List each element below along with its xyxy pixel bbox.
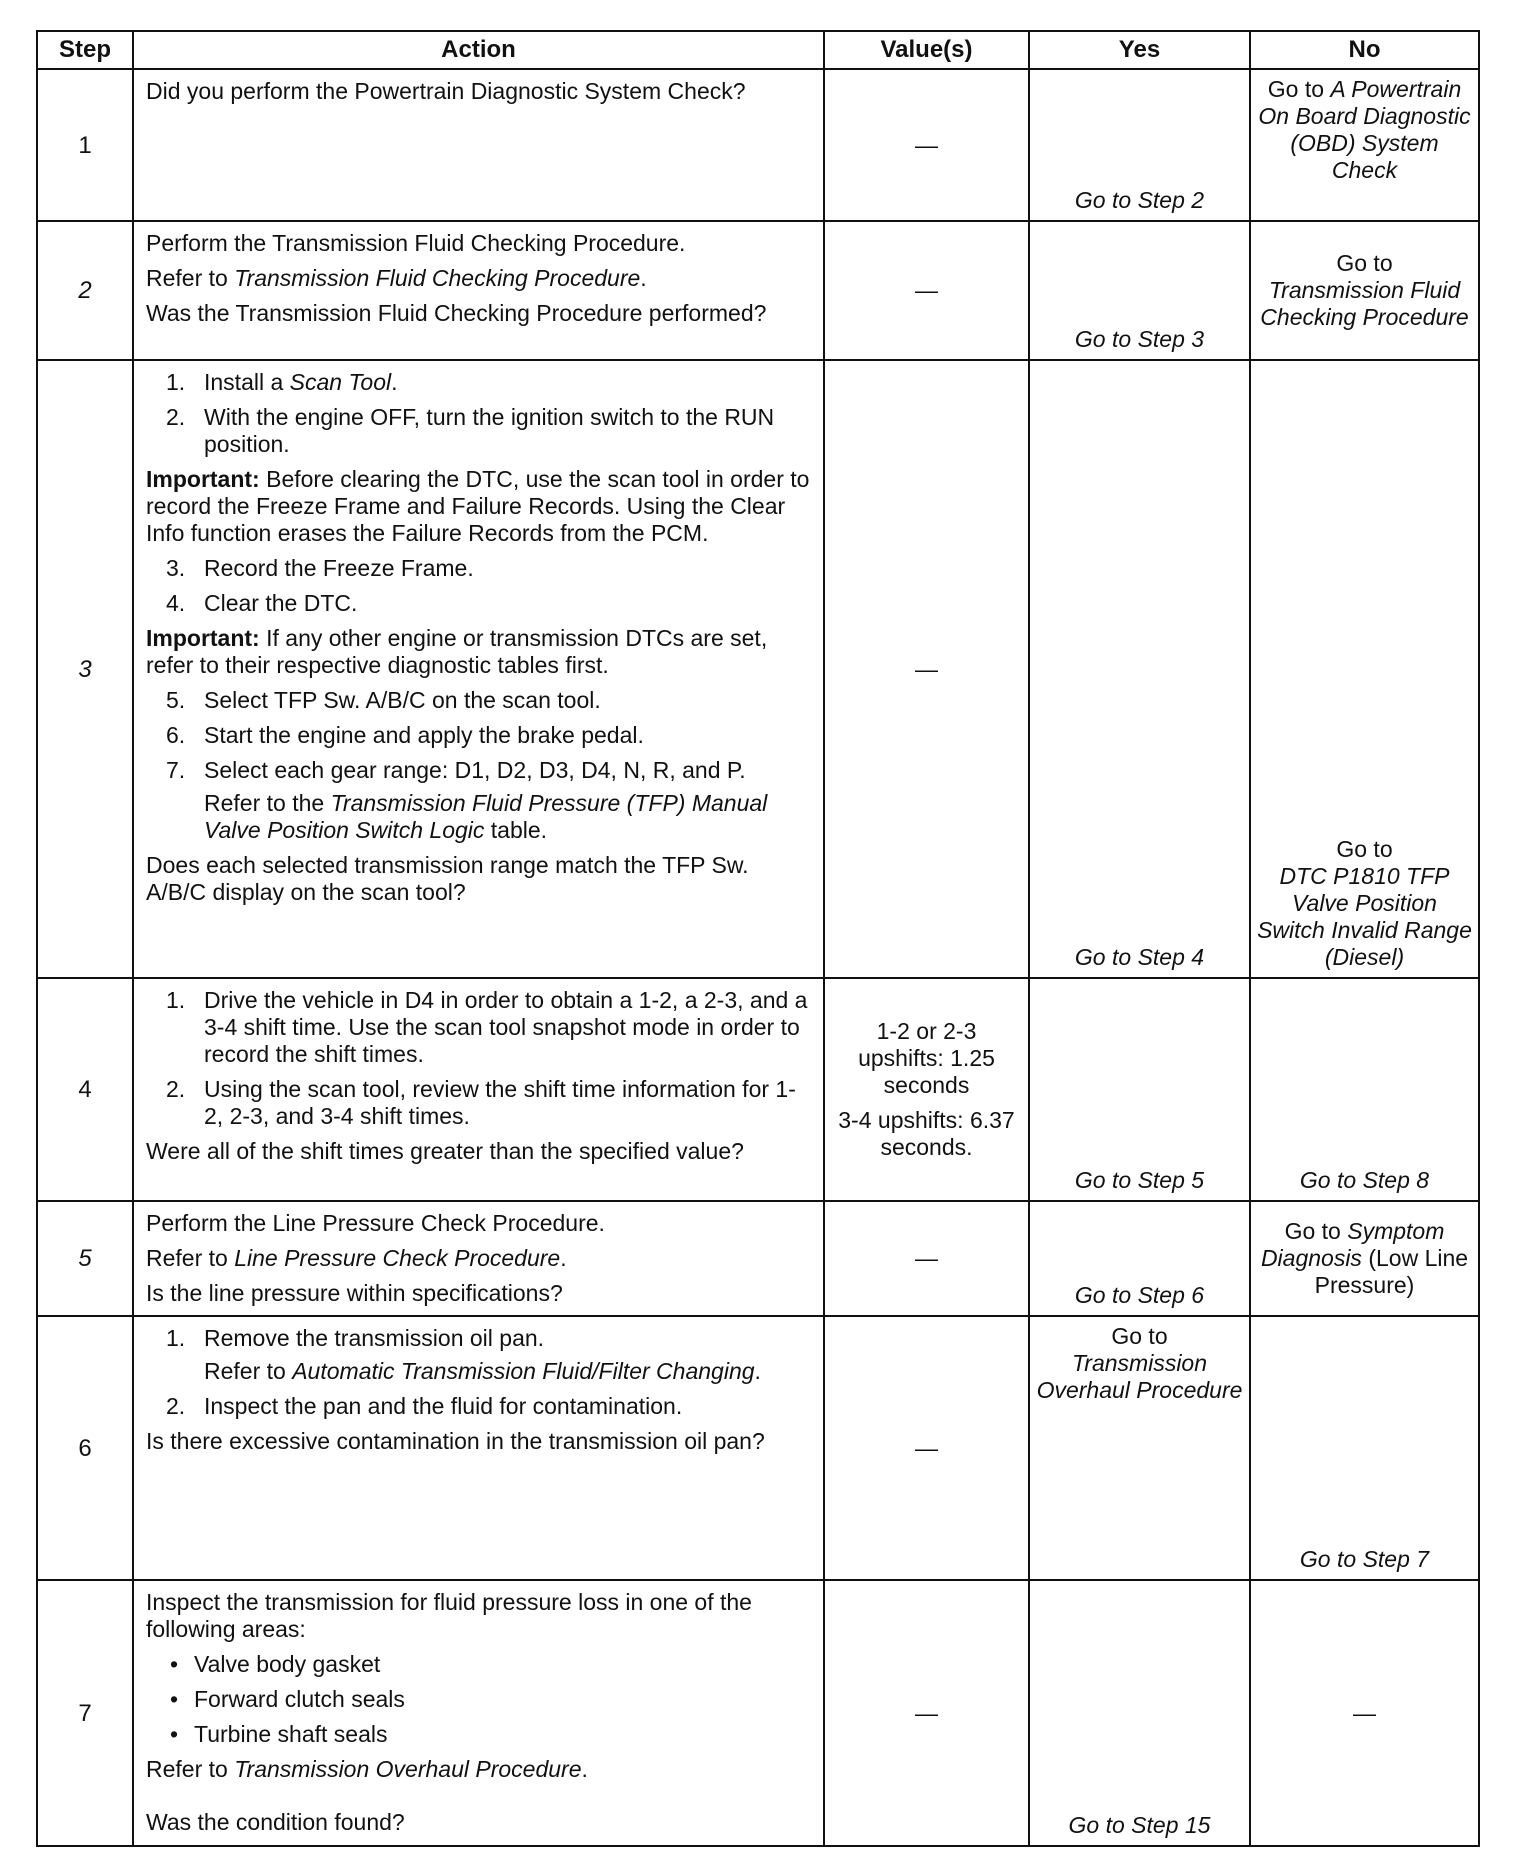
list-item: • Forward clutch seals xyxy=(146,1686,811,1713)
procedure-list xyxy=(146,369,811,458)
step-number: 4 xyxy=(37,978,133,1201)
no-link[interactable]: Transmission Fluid Checking Procedure xyxy=(1260,277,1469,330)
reference-link[interactable]: Automatic Transmission Fluid/Filter Changing xyxy=(292,1358,755,1384)
item-text: Clear the DTC. xyxy=(204,590,358,616)
procedure-list xyxy=(146,1325,811,1420)
list-item: 2. Inspect the pan and the fluid for contamination. xyxy=(166,1393,683,1419)
yes-prefix: Go to xyxy=(1111,1323,1168,1349)
no-link[interactable]: Go to Step 8 xyxy=(1299,1167,1430,1193)
yes-cell xyxy=(1029,69,1250,221)
table-row xyxy=(37,69,1479,221)
diagnostic-table-page xyxy=(36,30,1478,1847)
list-item: 1. Drive the vehicle in D4 in order to obtain a 1-2, a 2-3, and a 3-4 shift time. Use the scan tool snapshot mode in order to record the shift times. xyxy=(166,987,808,1067)
no-prefix: Go to xyxy=(1267,76,1331,102)
procedure-list xyxy=(146,555,811,617)
step-number: 5 xyxy=(37,1201,133,1316)
item-text: Install a xyxy=(204,369,290,395)
bullet-list xyxy=(146,1651,811,1748)
item-reference xyxy=(204,790,811,844)
item-text: Select TFP Sw. A/B/C on the scan tool. xyxy=(204,687,601,713)
item-text: With the engine OFF, turn the ignition switch to the RUN position. xyxy=(204,404,775,457)
reference-link[interactable]: Transmission Fluid Pressure (TFP) Manual Valve Position Switch Logic xyxy=(204,790,768,843)
action-cell xyxy=(133,221,824,360)
important-note xyxy=(146,466,811,547)
reference-suffix: table. xyxy=(484,817,548,843)
yes-link[interactable]: Go to Step 5 xyxy=(1074,1167,1205,1193)
yes-cell xyxy=(1029,1201,1250,1316)
action-question: Was the condition found? xyxy=(146,1809,405,1835)
header-values: Value(s) xyxy=(824,31,1029,69)
header-action: Action xyxy=(133,31,824,69)
header-yes: Yes xyxy=(1029,31,1250,69)
step-number: 1 xyxy=(37,69,133,221)
table-row xyxy=(37,360,1479,978)
important-text: If any other engine or transmission DTCs are set, refer to their respective diagnostic tables first. xyxy=(146,625,768,678)
list-item: 1. Remove the transmission oil pan. Refer to Automatic Transmission Fluid/Filter Changing. xyxy=(146,1325,811,1385)
item-text: Record the Freeze Frame. xyxy=(204,555,474,581)
list-item: 2. Using the scan tool, review the shift time information for 1-2, 2-3, and 3-4 shift times. xyxy=(166,1076,796,1129)
action-question: Is the line pressure within specifications? xyxy=(146,1280,563,1306)
no-link[interactable]: Go to Step 7 xyxy=(1299,1546,1430,1572)
important-note xyxy=(146,625,811,679)
important-label: Important: xyxy=(146,625,260,651)
reference-link[interactable]: Line Pressure Check Procedure xyxy=(234,1245,561,1271)
value-cell: — xyxy=(824,1316,1029,1580)
value-cell: — xyxy=(824,69,1029,221)
list-item: 3. Record the Freeze Frame. xyxy=(166,555,474,581)
table-row xyxy=(37,1316,1479,1580)
reference-link[interactable]: Transmission Fluid Checking Procedure xyxy=(234,265,641,291)
action-cell xyxy=(133,1580,824,1846)
spec-value: 3-4 upshifts: 6.37 seconds. xyxy=(838,1107,1015,1160)
reference-suffix: . xyxy=(581,1756,588,1782)
spacer xyxy=(146,1791,811,1809)
header-row xyxy=(37,31,1479,69)
spec-value: 1-2 or 2-3 upshifts: 1.25 seconds xyxy=(858,1018,995,1098)
no-cell: — xyxy=(1250,1580,1479,1846)
reference-prefix: Refer to xyxy=(146,1756,235,1782)
header-step: Step xyxy=(37,31,133,69)
reference-suffix: . xyxy=(640,265,647,291)
table-row xyxy=(37,1201,1479,1316)
no-prefix: Go to xyxy=(1336,836,1393,862)
no-cell xyxy=(1250,1201,1479,1316)
no-link[interactable]: Symptom Diagnosis xyxy=(1260,1218,1445,1271)
item-reference xyxy=(204,1358,811,1385)
reference-prefix: Refer to xyxy=(146,265,235,291)
no-cell xyxy=(1250,69,1479,221)
yes-link[interactable]: Go to Step 2 xyxy=(1074,187,1205,213)
action-cell xyxy=(133,1316,824,1580)
yes-link[interactable]: Go to Step 4 xyxy=(1074,944,1205,970)
value-cell: — xyxy=(824,1580,1029,1846)
list-item: 6. Start the engine and apply the brake pedal. xyxy=(166,722,644,748)
yes-link[interactable]: Transmission Overhaul Procedure xyxy=(1036,1350,1243,1403)
step-number: 2 xyxy=(37,221,133,360)
list-item: • Turbine shaft seals xyxy=(146,1721,811,1748)
value-cell: — xyxy=(824,1201,1029,1316)
action-question: Does each selected transmission range match the TFP Sw. A/B/C display on the scan tool? xyxy=(146,852,749,905)
action-question: Did you perform the Powertrain Diagnostic System Check? xyxy=(146,78,746,104)
important-label: Important: xyxy=(146,466,260,492)
no-prefix: Go to xyxy=(1284,1218,1348,1244)
list-item: 5. Select TFP Sw. A/B/C on the scan tool. xyxy=(166,687,601,713)
yes-cell xyxy=(1029,360,1250,978)
reference-prefix: Refer to xyxy=(146,1245,235,1271)
action-cell xyxy=(133,69,824,221)
yes-cell xyxy=(1029,1316,1250,1580)
value-cell: — xyxy=(824,221,1029,360)
no-suffix: (Low Line Pressure) xyxy=(1314,1245,1469,1298)
action-cell xyxy=(133,1201,824,1316)
action-cell xyxy=(133,360,824,978)
table-row xyxy=(37,221,1479,360)
action-question: Were all of the shift times greater than the specified value? xyxy=(146,1138,744,1164)
action-text: Perform the Transmission Fluid Checking Procedure. xyxy=(146,230,686,256)
list-item: • Valve body gasket xyxy=(146,1651,811,1678)
item-text: Remove the transmission oil pan. xyxy=(204,1325,545,1351)
no-cell xyxy=(1250,1316,1479,1580)
value-cell xyxy=(824,978,1029,1201)
procedure-list xyxy=(146,687,811,844)
action-reference xyxy=(146,265,811,292)
step-number: 7 xyxy=(37,1580,133,1846)
step-number: 6 xyxy=(37,1316,133,1580)
item-text: Select each gear range: D1, D2, D3, D4, N, R, and P. xyxy=(204,757,746,783)
reference-link[interactable]: Transmission Overhaul Procedure xyxy=(234,1756,582,1782)
action-question: Was the Transmission Fluid Checking Procedure performed? xyxy=(146,300,767,326)
yes-cell xyxy=(1029,1580,1250,1846)
item-link[interactable]: Scan Tool xyxy=(289,369,392,395)
no-cell xyxy=(1250,360,1479,978)
yes-cell xyxy=(1029,221,1250,360)
reference-suffix: . xyxy=(560,1245,567,1271)
item-text: Drive the vehicle in D4 in order to obtain a 1-2, a 2-3, and a 3-4 shift time. Use the scan tool snapshot mode in order to record the shift times. xyxy=(204,987,808,1067)
reference-prefix: Refer to xyxy=(204,1358,293,1384)
yes-link[interactable]: Go to Step 3 xyxy=(1074,326,1205,352)
yes-link[interactable]: Go to Step 15 xyxy=(1068,1812,1211,1838)
reference-prefix: Refer to the xyxy=(204,790,331,816)
no-cell xyxy=(1250,978,1479,1201)
yes-cell xyxy=(1029,978,1250,1201)
list-item: 7. Select each gear range: D1, D2, D3, D4, N, R, and P. Refer to the Transmission Fluid Pressure (TFP) Manual Valve Position Switch Logic table. xyxy=(146,757,811,844)
action-question: Is there excessive contamination in the transmission oil pan? xyxy=(146,1428,765,1454)
item-text: Using the scan tool, review the shift time information for 1-2, 2-3, and 3-4 shift times. xyxy=(204,1076,796,1129)
reference-suffix: . xyxy=(754,1358,761,1384)
procedure-list xyxy=(146,987,811,1130)
action-cell xyxy=(133,978,824,1201)
list-item: 4. Clear the DTC. xyxy=(166,590,358,616)
important-text: Before clearing the DTC, use the scan tool in order to record the Freeze Frame and Failure Records. Using the Clear Info function erases the Failure Records from the PCM. xyxy=(146,466,810,546)
list-item: 2. With the engine OFF, turn the ignition switch to the RUN position. xyxy=(166,404,775,457)
action-text: Inspect the transmission for fluid pressure loss in one of the following areas: xyxy=(146,1589,752,1642)
item-suffix: . xyxy=(391,369,398,395)
table-row xyxy=(37,978,1479,1201)
item-text: Inspect the pan and the fluid for contamination. xyxy=(204,1393,683,1419)
no-cell xyxy=(1250,221,1479,360)
action-reference xyxy=(146,1756,811,1783)
item-text: Start the engine and apply the brake pedal. xyxy=(204,722,644,748)
action-text: Perform the Line Pressure Check Procedure. xyxy=(146,1210,605,1236)
action-reference xyxy=(146,1245,811,1272)
no-prefix: Go to xyxy=(1336,250,1393,276)
diagnostic-table xyxy=(36,30,1480,1847)
no-link[interactable]: DTC P1810 TFP Valve Position Switch Invalid Range (Diesel) xyxy=(1257,863,1472,970)
no-link[interactable]: A Powertrain On Board Diagnostic (OBD) System Check xyxy=(1258,76,1471,183)
list-item: 1. Install a Scan Tool. xyxy=(166,369,398,395)
header-no: No xyxy=(1250,31,1479,69)
table-row xyxy=(37,1580,1479,1846)
value-cell: — xyxy=(824,360,1029,978)
yes-link[interactable]: Go to Step 6 xyxy=(1074,1282,1205,1308)
step-number: 3 xyxy=(37,360,133,978)
